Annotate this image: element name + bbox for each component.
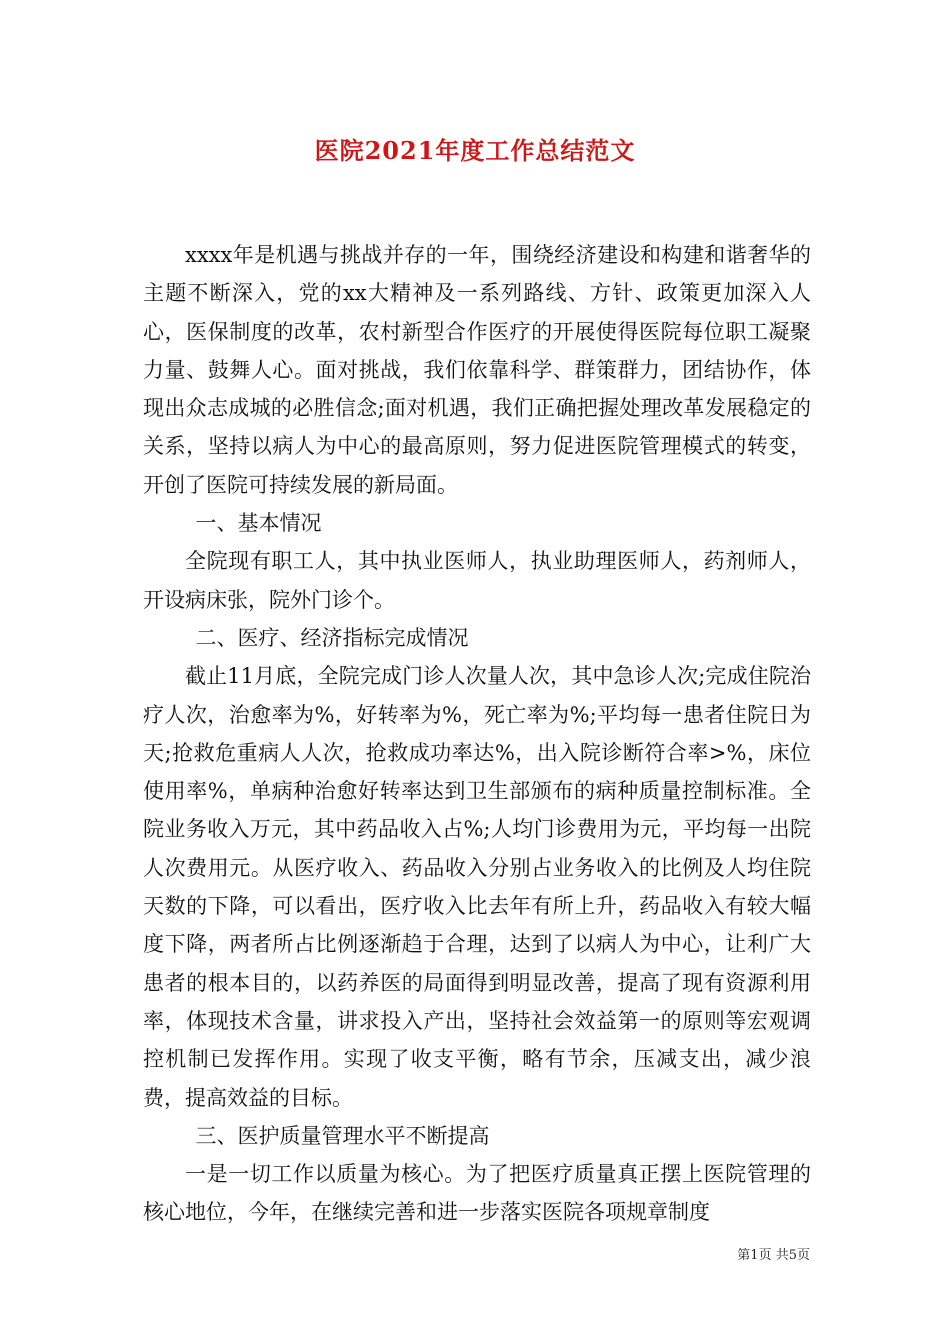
footer-suffix: 页 bbox=[796, 1248, 810, 1263]
paragraph-quality: 一是一切工作以质量为核心。为了把医疗质量真正摆上医院管理的核心地位，今年，在继续完善和进一步落实医院各项规章制度 bbox=[143, 1162, 811, 1225]
section-heading-indicators: 二、医疗、经济指标完成情况 bbox=[195, 625, 469, 650]
footer-total-pages: 5 bbox=[788, 1248, 797, 1263]
footer-middle: 页 共 bbox=[758, 1248, 789, 1263]
paragraph-intro: xxxx年是机遇与挑战并存的一年，围绕经济建设和构建和谐奢华的主题不断深入，党的xx大精神及一系列路线、方针、政策更加深入人心，医保制度的改革，农村新型合作医疗的开展使得医院每位职工凝聚力量、鼓舞人心。面对挑战，我们依靠科学、群策群力，团结协作，体现出众志成城的必胜信念;面对机遇，我们正确把握处理改革发展稳定的关系，坚持以病人为中心的最高原则，努力促进医院管理模式的转变，开创了医院可持续发展的新局面。 bbox=[143, 243, 811, 497]
paragraph-indicators: 截止11月底，全院完成门诊人次量人次，其中急诊人次;完成住院治疗人次，治愈率为%，好转率为%，死亡率为%;平均每一患者住院日为天;抢救危重病人人次，抢救成功率达%，出入院诊断符合率>%，床位使用率%，单病种治愈好转率达到卫生部颁布的病种质量控制标准。全院业务收入万元，其中药品收入占%;人均门诊费用为元，平均每一出院人次费用元。从医疗收入、药品收入分别占业务收入的比例及人均住院天数的下降，可以看出，医疗收入比去年有所上升，药品收入有较大幅度下降，两者所占比例逐渐趋于合理，达到了以病人为中心，让利广大患者的根本目的，以药养医的局面得到明显改善，提高了现有资源利用率，体现技术含量，讲求投入产出，坚持社会效益第一的原则等宏观调控机制已发挥作用。实现了收支平衡，略有节余，压减支出，减少浪费，提高效益的目标。 bbox=[143, 664, 811, 1110]
page-number-footer bbox=[690, 1244, 810, 1263]
section-heading-quality: 三、医护质量管理水平不断提高 bbox=[195, 1123, 490, 1148]
document-title: 医院2021年度工作总结范文 bbox=[314, 136, 636, 165]
section-heading-basic: 一、基本情况 bbox=[195, 511, 322, 536]
document-body bbox=[143, 236, 811, 1232]
paragraph-basic: 全院现有职工人，其中执业医师人，执业助理医师人，药剂师人，开设病床张，院外门诊个。 bbox=[143, 549, 811, 612]
footer-prefix: 第 bbox=[737, 1248, 751, 1263]
footer-current-page: 1 bbox=[750, 1248, 759, 1263]
